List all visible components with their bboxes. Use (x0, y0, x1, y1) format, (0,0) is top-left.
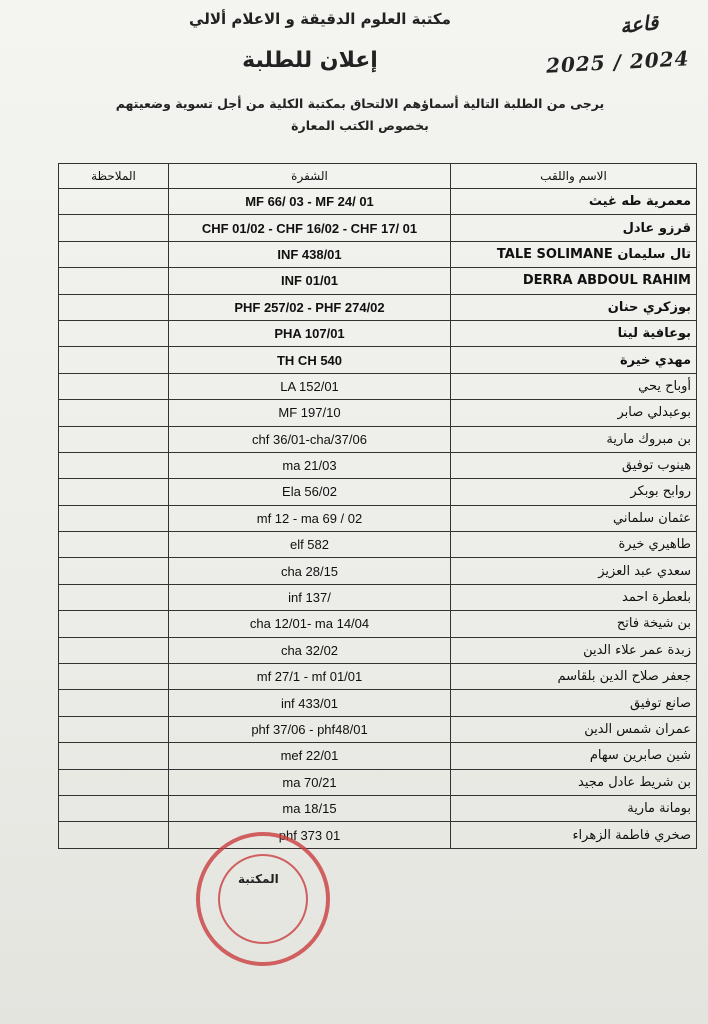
code-cell: INF 438/01 (169, 241, 451, 267)
code-cell: INF 01/01 (169, 268, 451, 294)
handwritten-year: 2025 / 2024 (545, 46, 691, 78)
table-row (59, 769, 697, 795)
note-cell (59, 479, 169, 505)
note-cell (59, 637, 169, 663)
name-cell: صخري فاطمة الزهراء (451, 822, 697, 848)
name-cell: بوعافية لينا (451, 320, 697, 346)
code-cell: CHF 01/02 - CHF 16/02 - CHF 17/ 01 (169, 215, 451, 241)
code-cell: mef 22/01 (169, 743, 451, 769)
note-cell (59, 532, 169, 558)
table-row (59, 690, 697, 716)
table-row (59, 426, 697, 452)
code-cell: phf 373 01 (169, 822, 451, 848)
name-cell: معمرية طه غيث (451, 189, 697, 215)
stamp-label: المكتبة (238, 872, 279, 886)
note-cell (59, 241, 169, 267)
code-cell: phf 37/06 - phf48/01 (169, 716, 451, 742)
name-cell: بن شيخة فاتح (451, 611, 697, 637)
note-cell (59, 320, 169, 346)
name-cell: أوباح يحي (451, 373, 697, 399)
code-cell: PHF 257/02 - PHF 274/02 (169, 294, 451, 320)
table-header-row (59, 164, 697, 189)
library-name: مكتبة العلوم الدقيقة و الاعلام ألالي (189, 10, 451, 28)
table-row (59, 452, 697, 478)
name-cell: جعفر صلاح الدين بلقاسم (451, 664, 697, 690)
note-cell (59, 769, 169, 795)
note-cell (59, 690, 169, 716)
code-cell: ma 70/21 (169, 769, 451, 795)
library-stamp (196, 832, 330, 966)
note-cell (59, 611, 169, 637)
name-cell: شين صابرين سهام (451, 743, 697, 769)
name-cell: تال سليمان TALE SOLIMANE (451, 241, 697, 267)
name-cell: هينوب توفيق (451, 452, 697, 478)
name-cell: قرزو عادل (451, 215, 697, 241)
name-cell: سعدي عبد العزيز (451, 558, 697, 584)
column-header-note: الملاحظة (59, 164, 169, 189)
code-cell: elf 582 (169, 532, 451, 558)
code-cell: MF 197/10 (169, 400, 451, 426)
name-cell: مهدي خيرة (451, 347, 697, 373)
column-header-name: الاسم واللقب (451, 164, 697, 189)
note-cell (59, 426, 169, 452)
code-cell: cha 28/15 (169, 558, 451, 584)
note-cell (59, 268, 169, 294)
name-cell: بن مبروك مارية (451, 426, 697, 452)
name-cell: روابح بوبكر (451, 479, 697, 505)
code-cell: ma 18/15 (169, 795, 451, 821)
code-cell: cha 32/02 (169, 637, 451, 663)
note-cell (59, 584, 169, 610)
code-cell: ma 21/03 (169, 452, 451, 478)
note-cell (59, 347, 169, 373)
note-cell (59, 558, 169, 584)
table-body (59, 189, 697, 849)
name-cell: بلعطرة احمد (451, 584, 697, 610)
code-cell: mf 27/1 - mf 01/01 (169, 664, 451, 690)
handwritten-word: قاعة (618, 10, 660, 38)
code-cell: LA 152/01 (169, 373, 451, 399)
name-cell: صانع توفيق (451, 690, 697, 716)
note-cell (59, 189, 169, 215)
table-row (59, 294, 697, 320)
note-cell (59, 505, 169, 531)
name-cell: طاهيري خيرة (451, 532, 697, 558)
note-cell (59, 373, 169, 399)
table-row (59, 373, 697, 399)
code-cell: chf 36/01-cha/37/06 (169, 426, 451, 452)
code-cell: inf 433/01 (169, 690, 451, 716)
note-cell (59, 664, 169, 690)
name-cell: عثمان سلماني (451, 505, 697, 531)
stamp-inner-ring (218, 854, 308, 944)
notice-line-2: بخصوص الكتب المعارة (291, 118, 429, 133)
table-row (59, 822, 697, 848)
table-row (59, 637, 697, 663)
code-cell: TH CH 540 (169, 347, 451, 373)
table-row (59, 532, 697, 558)
code-cell: inf 137/ (169, 584, 451, 610)
table-row (59, 584, 697, 610)
note-cell (59, 215, 169, 241)
table-row (59, 320, 697, 346)
table-row (59, 743, 697, 769)
column-header-code: الشفرة (169, 164, 451, 189)
note-cell (59, 716, 169, 742)
table-row (59, 611, 697, 637)
table-row (59, 479, 697, 505)
note-cell (59, 400, 169, 426)
table-row (59, 347, 697, 373)
name-cell: بن شريط عادل مجيد (451, 769, 697, 795)
code-cell: Ela 56/02 (169, 479, 451, 505)
table-row (59, 664, 697, 690)
students-table (58, 163, 697, 849)
name-cell: بوعبدلي صابر (451, 400, 697, 426)
name-cell: بوزكري حنان (451, 294, 697, 320)
table-row (59, 558, 697, 584)
note-cell (59, 743, 169, 769)
note-cell (59, 294, 169, 320)
page-title: إعلان للطلبة (242, 48, 378, 73)
code-cell: mf 12 - ma 69 / 02 (169, 505, 451, 531)
table-row (59, 716, 697, 742)
note-cell (59, 452, 169, 478)
table-row (59, 795, 697, 821)
table-row (59, 215, 697, 241)
code-cell: PHA 107/01 (169, 320, 451, 346)
note-cell (59, 822, 169, 848)
name-cell: بومانة مارية (451, 795, 697, 821)
code-cell: cha 12/01- ma 14/04 (169, 611, 451, 637)
table-row (59, 505, 697, 531)
name-cell: DERRA ABDOUL RAHIM (451, 268, 697, 294)
notice-line-1: يرجى من الطلبة التالية أسماؤهم الالتحاق بمكتبة الكلية من أجل تسوية وضعيتهم (115, 96, 605, 111)
table-row (59, 268, 697, 294)
name-cell: عمران شمس الدين (451, 716, 697, 742)
table-row (59, 189, 697, 215)
name-cell: زبدة عمر علاء الدين (451, 637, 697, 663)
table-row (59, 241, 697, 267)
table-row (59, 400, 697, 426)
code-cell: MF 66/ 03 - MF 24/ 01 (169, 189, 451, 215)
note-cell (59, 795, 169, 821)
